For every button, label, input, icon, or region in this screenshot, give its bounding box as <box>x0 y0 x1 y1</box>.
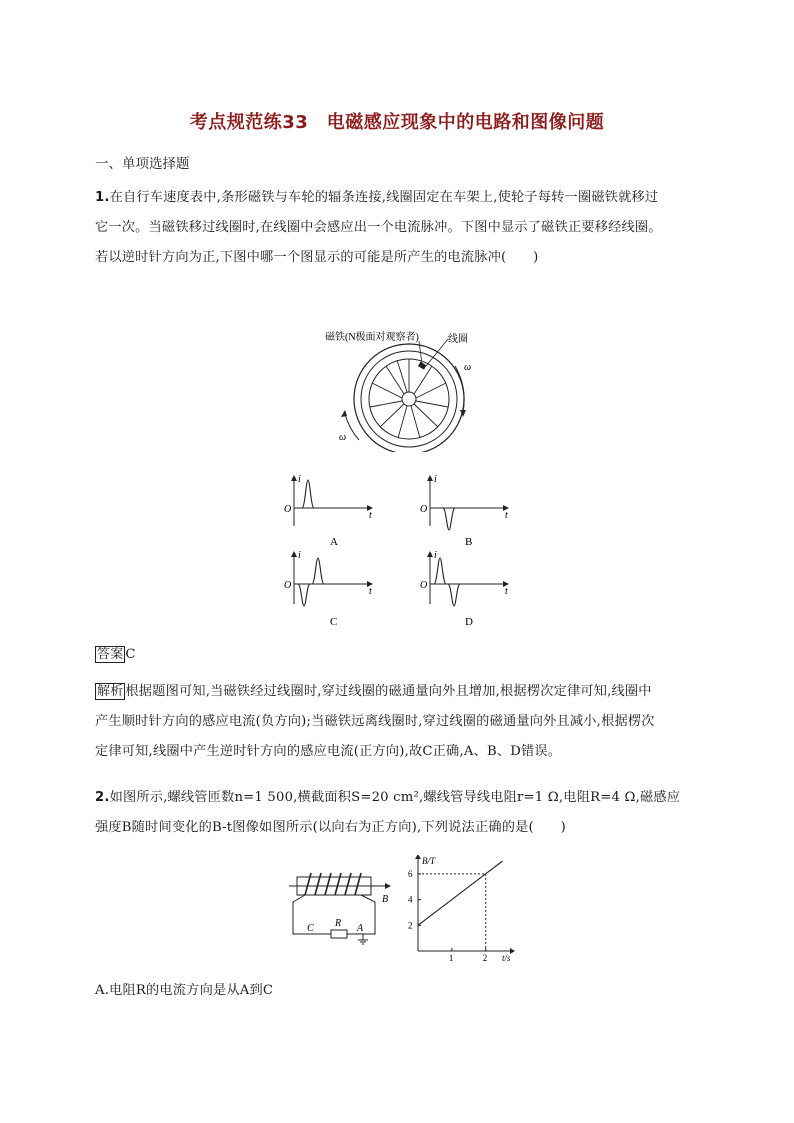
svg-text:i: i <box>298 474 301 485</box>
svg-text:i: i <box>434 474 437 485</box>
q2-line2: 强度B随时间变化的B-t图像如图所示(以向右为正方向),下列说法正确的是( ) <box>95 820 566 835</box>
x-tick-label: 1 <box>448 953 454 963</box>
x-tick-label: 2 <box>482 953 488 963</box>
option-label-D: D <box>465 616 473 628</box>
y-tick-label: 6 <box>408 868 413 879</box>
analysis-line1: 解析 根据题图可知,当磁铁经过线圈时,穿过线圈的磁通量向外且增加,根据楞次定律可知,线圈中 <box>97 684 652 699</box>
question-2 <box>95 783 697 843</box>
omega-label-top: ω <box>464 362 472 373</box>
y-tick-label: 2 <box>408 920 413 931</box>
graph-B <box>420 474 508 548</box>
analysis-line3: 定律可知,线圈中产生逆时针方向的感应电流(正方向),故C正确,A、B、D错误。 <box>95 744 562 759</box>
circuit-label-R: R <box>335 918 342 929</box>
magnet-label: 磁铁(N极面对观察者) <box>325 332 419 343</box>
x-axis-arrow <box>510 948 515 954</box>
section-heading: 一、单项选择题 <box>95 156 190 172</box>
svg-text:O: O <box>420 504 428 515</box>
option-label-A: A <box>330 536 338 548</box>
wheel-figure <box>315 322 505 452</box>
graph-A <box>284 474 372 548</box>
analysis <box>95 677 697 767</box>
graph-D <box>420 550 508 628</box>
pulse-graphs <box>280 468 520 636</box>
analysis-tag: 解析 <box>97 684 124 699</box>
svg-text:t: t <box>369 586 372 597</box>
q2-option-A: A.电阻R的电流方向是从A到C <box>95 983 274 998</box>
svg-text:i: i <box>298 550 301 561</box>
svg-text:t: t <box>505 510 508 521</box>
option-label-B: B <box>465 536 473 548</box>
answer-line <box>95 640 697 670</box>
svg-text:O: O <box>420 580 428 591</box>
svg-text:t: t <box>369 510 372 521</box>
answer-value: C <box>125 647 136 662</box>
circuit-label-B: B <box>382 894 389 905</box>
analysis-line2: 产生顺时针方向的感应电流(负方向);当磁铁远离线圈时,穿过线圈的磁通量向外且减小,根据楞次 <box>95 714 655 729</box>
svg-text:t: t <box>505 586 508 597</box>
q1-line1: 1.在自行车速度表中,条形磁铁与车轮的辐条连接,线圈固定在车架上,使轮子每转一圈磁铁就移过 <box>95 190 659 205</box>
coil-label: 线圈 <box>448 334 468 345</box>
solenoid-circuit <box>285 862 395 946</box>
answer-tag: 答案 <box>97 647 124 662</box>
omega-label-bottom: ω <box>339 432 347 443</box>
svg-text:O: O <box>284 504 292 515</box>
question-1 <box>95 183 697 273</box>
q2-line1: 2.如图所示,螺线管匝数n=1 500,横截面积S=20 cm²,螺线管导线电阻r=1 Ω,电阻R=4 Ω,磁感应 <box>95 790 681 805</box>
wheel <box>354 344 464 452</box>
x-axis-label: t/s <box>502 953 511 963</box>
circuit-label-C: C <box>307 923 314 934</box>
svg-text:i: i <box>434 550 437 561</box>
y-tick-label: 4 <box>408 894 413 905</box>
graph-C <box>284 550 372 628</box>
series-line-B <box>418 861 503 925</box>
svg-text:O: O <box>284 580 292 591</box>
q1-line3: 若以逆时针方向为正,下图中哪一个图显示的可能是所产生的电流脉冲( ) <box>95 250 539 265</box>
y-axis-arrow <box>415 855 421 859</box>
option-label-C: C <box>330 616 338 628</box>
circuit-label-A: A <box>357 923 364 934</box>
b-t-chart <box>400 855 515 967</box>
q1-line2: 它一次。当磁铁移过线圈时,在线圈中会感应出一个电流脉冲。下图中显示了磁铁正要移经线圈。 <box>95 220 662 235</box>
page-title: 考点规范练33 电磁感应现象中的电路和图像问题 <box>189 112 605 133</box>
y-axis-label: B/T <box>422 856 436 866</box>
